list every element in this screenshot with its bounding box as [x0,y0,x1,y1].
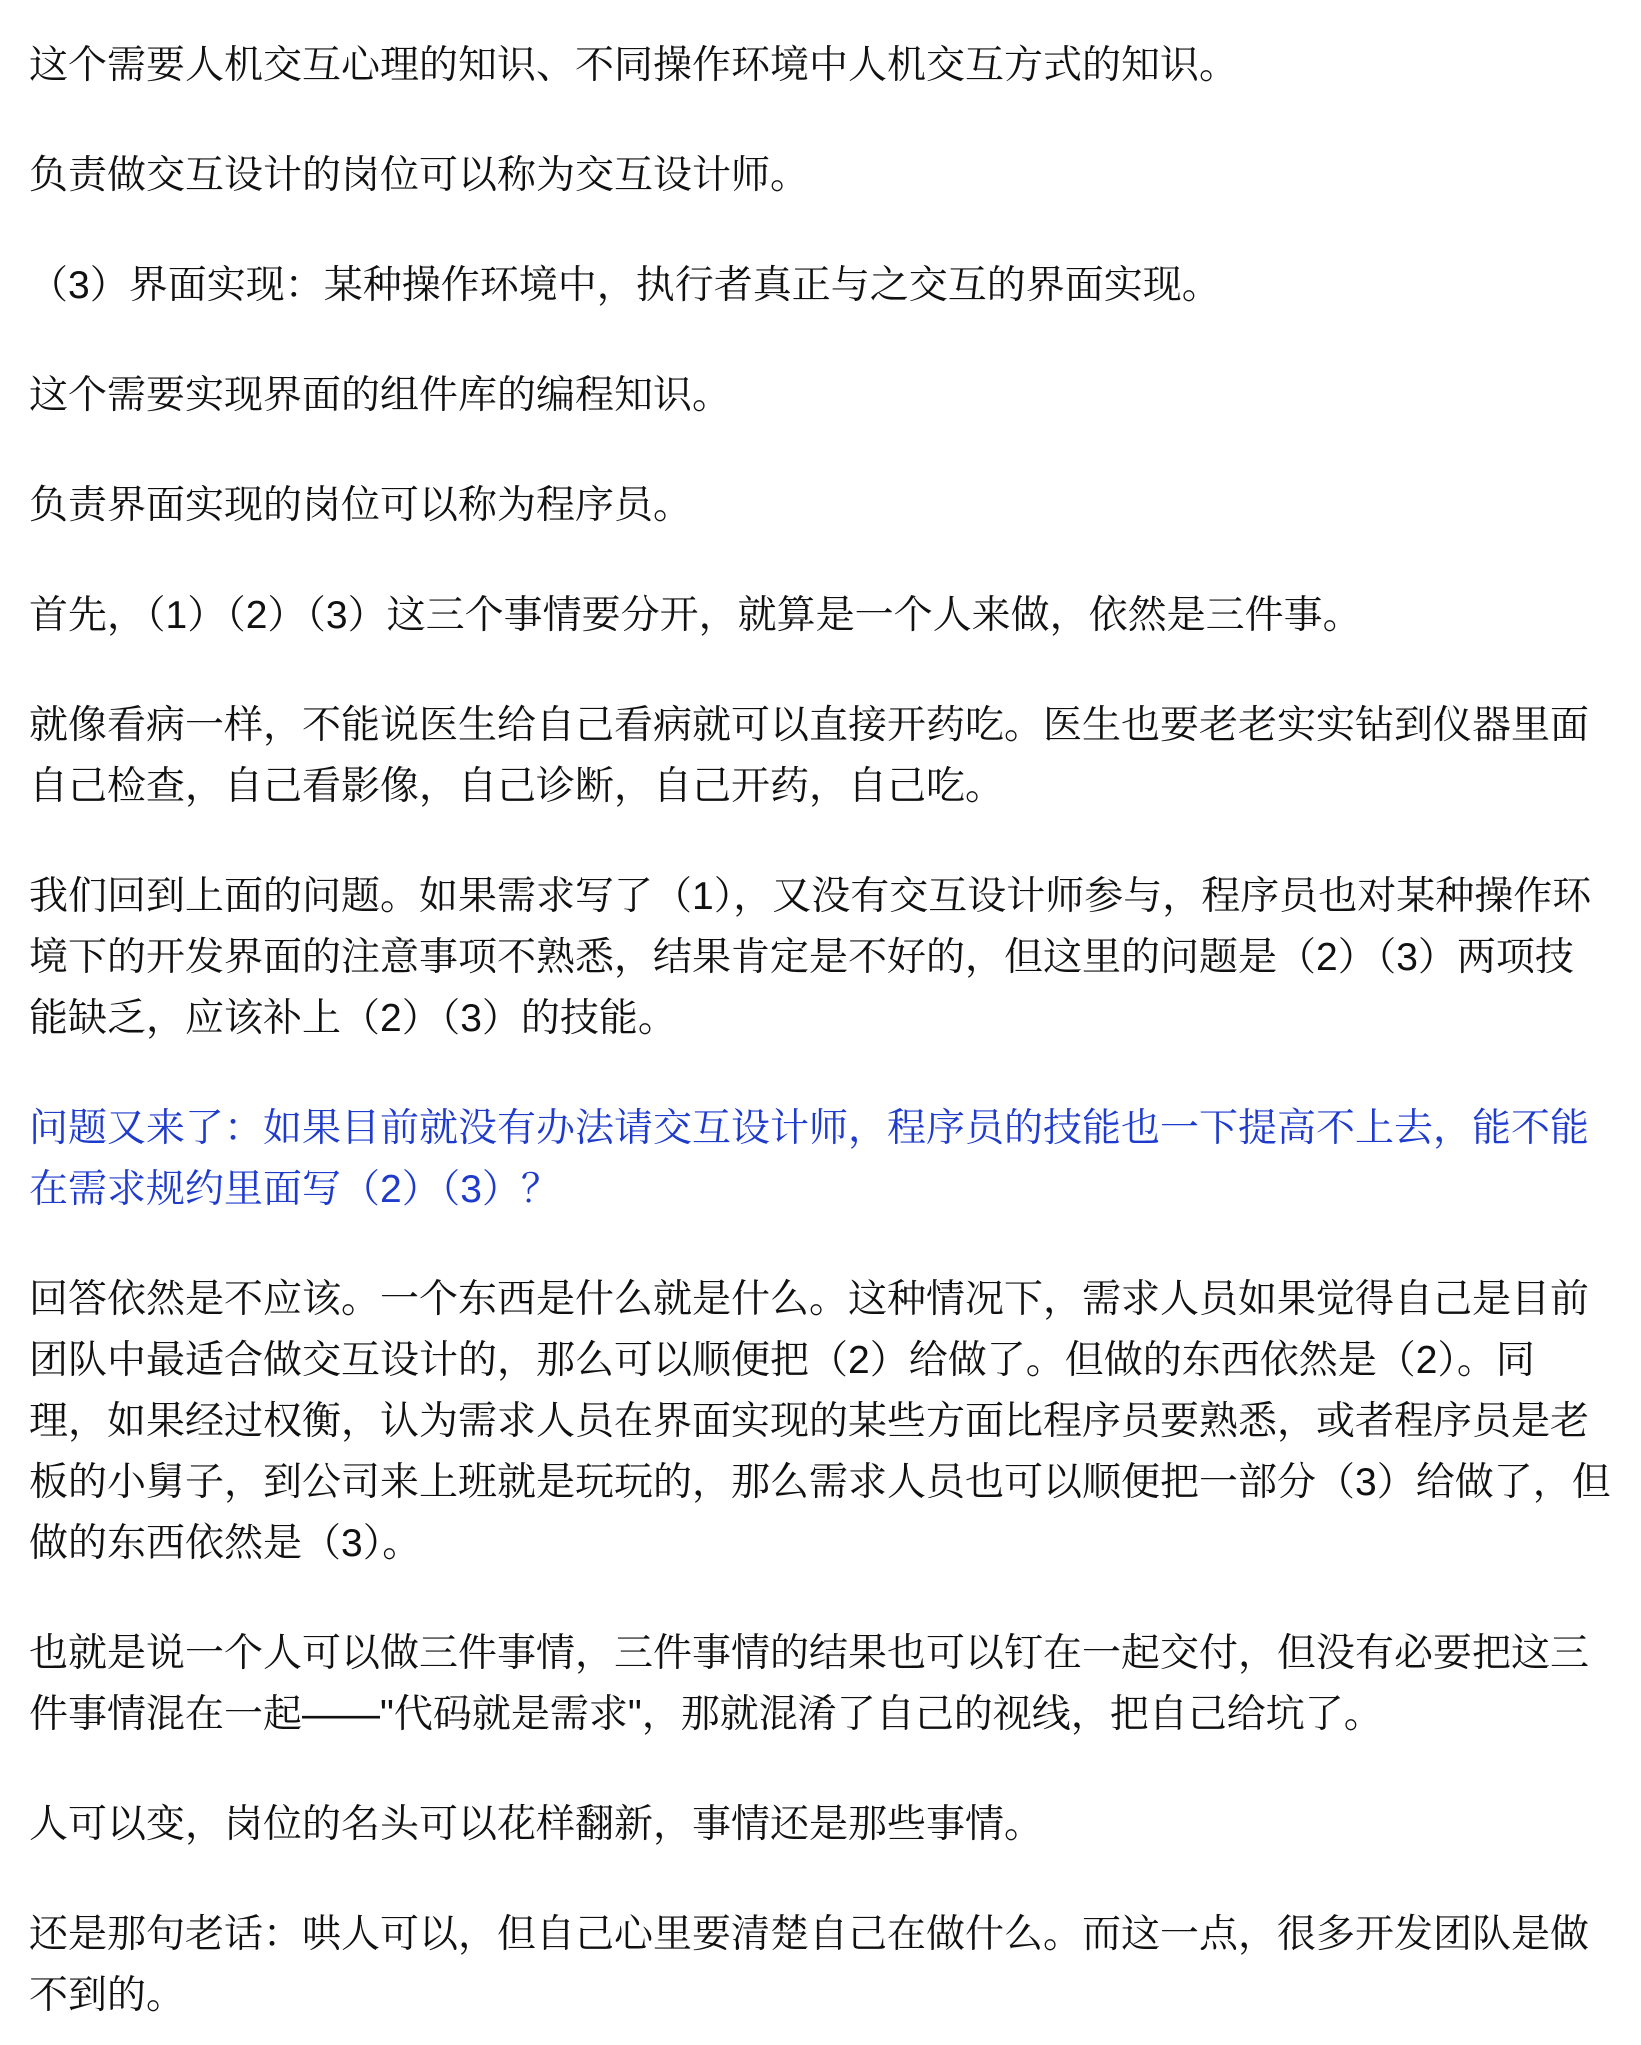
text-line: 件事情混在一起——"代码就是需求"，那就混淆了自己的视线，把自己给坑了。 [29,1693,1383,1736]
paragraph [29,255,1625,316]
paragraph [29,1269,1625,1574]
text-line: 回答依然是不应该。一个东西是什么就是什么。这种情况下，需求人员如果觉得自己是目前 [29,1278,1590,1321]
text-line: 负责界面实现的岗位可以称为程序员。 [29,484,693,527]
paragraph [29,475,1625,536]
text-line: 就像看病一样，不能说医生给自己看病就可以直接开药吃。医生也要老老实实钻到仪器里面 [29,704,1590,747]
text-line: 我们回到上面的问题。如果需求写了（1），又没有交互设计师参与，程序员也对某种操作环 [29,875,1592,918]
text-line: 负责做交互设计的岗位可以称为交互设计师。 [29,154,810,197]
text-line: 还是那句老话：哄人可以，但自己心里要清楚自己在做什么。而这一点，很多开发团队是做 [29,1913,1590,1956]
paragraph [29,585,1625,646]
paragraph [29,1794,1625,1855]
text-line: 理，如果经过权衡，认为需求人员在界面实现的某些方面比程序员要熟悉，或者程序员是老 [29,1400,1590,1443]
text-line: 自己检查，自己看影像，自己诊断，自己开药，自己吃。 [29,765,1005,808]
text-line: 团队中最适合做交互设计的，那么可以顺便把（2）给做了。但做的东西依然是（2）。同 [29,1339,1535,1382]
paragraph [29,866,1625,1049]
paragraph [29,35,1625,96]
text-line: 做的东西依然是（3）。 [29,1522,422,1565]
paragraph [29,145,1625,206]
text-line: （3）界面实现：某种操作环境中，执行者真正与之交互的界面实现。 [29,264,1221,307]
text-line: 能缺乏，应该补上（2）（3）的技能。 [29,997,677,1040]
text-line: 人可以变，岗位的名头可以花样翻新，事情还是那些事情。 [29,1803,1044,1846]
paragraph [29,1623,1625,1745]
text-line: 也就是说一个人可以做三件事情，三件事情的结果也可以钉在一起交付，但没有必要把这三 [29,1632,1590,1675]
text-line: 板的小舅子，到公司来上班就是玩玩的，那么需求人员也可以顺便把一部分（3）给做了，但 [29,1461,1611,1504]
text-line: 这个需要实现界面的组件库的编程知识。 [29,374,732,417]
text-line: 不到的。 [29,1974,186,2017]
text-line: 问题又来了：如果目前就没有办法请交互设计师，程序员的技能也一下提高不上去，能不能 [29,1107,1590,1150]
text-line: 这个需要人机交互心理的知识、不同操作环境中人机交互方式的知识。 [29,44,1239,87]
text-line: 在需求规约里面写（2）（3）？ [29,1168,560,1211]
text-line: 首先，（1）（2）（3）这三个事情要分开，就算是一个人来做，依然是三件事。 [29,594,1362,637]
paragraph [29,1904,1625,2026]
text-line: 境下的开发界面的注意事项不熟悉，结果肯定是不好的，但这里的问题是（2）（3）两项技 [29,936,1574,979]
paragraph [29,695,1625,817]
paragraph [29,365,1625,426]
highlighted-question-paragraph [29,1098,1625,1220]
